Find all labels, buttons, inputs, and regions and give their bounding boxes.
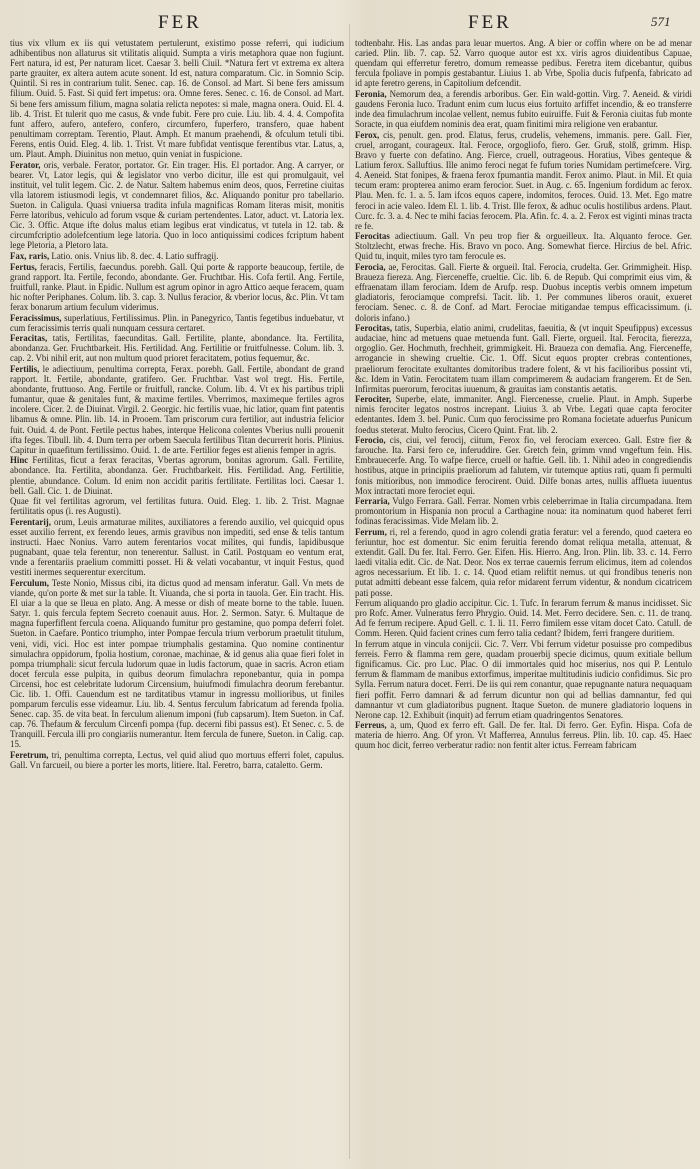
entry-headword: Ferocio, <box>355 435 386 446</box>
entry-text: Ferrum aliquando pro gladio accipitur. Cic. 1. Tufc. In ferarum ferrum & manus incidisset. Sic pro Rofc. Amer. Vulneratus ferro Phrygio. Ouid. 14. Met. Ferro decidere. Sen. c. 11. de tranq. Ad fe ferrum recipere. Apud Gell. c. 1. li. 11. Ferro fimilem esse vitam docet Cato. Catull. de Comm. Heren. Quid facient crines cum ferro talia cedant? Ibidem, ferri frangere duritiem. <box>355 598 692 639</box>
dictionary-entry <box>10 38 344 159</box>
dictionary-entry <box>10 496 344 516</box>
entry-text: todtenbahr. His. Las andas para leuar muertos. Ang. A bier or coffin where on be ad menar caried. Plin. lib. 7. cap. 52. Varro quoque autor est xx. viris agros diuidentibus Capuae, quendam qui efferretur feretro, domum remeasse pedibus. Feretra item dicebantur, quibus fercula fpoliave in pompis gestabantur. Liuius 1. ab Vrbe, Spolia ducis fufpenfa, fabricato ad id apte feretro gerens, in Capitolium defcendit. <box>355 38 692 89</box>
dictionary-entry <box>10 251 344 261</box>
entry-headword: Ferocitas <box>355 231 390 242</box>
entry-headword: Fertilis, <box>10 364 40 374</box>
dictionary-entry <box>10 517 344 578</box>
dictionary-entry <box>10 333 344 363</box>
entry-headword: Fax, raris, <box>10 250 50 261</box>
entry-headword: Feracitas, <box>10 333 48 344</box>
column-gutter <box>349 24 350 1159</box>
right-column <box>355 38 692 1160</box>
entry-text: tius vix vllum ex iis qui vetustatem pertulerunt, existimo posse referri, qui iudicium adhibentibus non allaturus sit vtilitatis aliquid. Sumpta a viris metaphora quae non fugiunt. Fert natura, id est, Per naturam licet. Caesar 3. belli Ciuil. *Natura fert vt extrema ex altera parte grauiter, ex altera autem acute sonent. Id est, natura comparatum. Cic. in Somnio Scip. Quintil. Si res in contrarium tulit. Senec. cap. 16. de Consol. ad Mart. Si bene fers amissum filium. Ouid. 5. Fast. Si quid fert impetus: ora. Omne feres. Senec. c. 16. de Consol. ad Mart. Si bene fers amissum filium, magna solatia relicta nepotes: si male, magna onera. Ouid. El. 4. lib. 4. Trist. Et tulerit quo me casus, & vnde fubit. Fere pro cuie. Liu. lib. 4. 4. 4. Compofita funt affero, aufero, antefero, confero, circumfero, fuperfero, transfero, quae habent penultimam correptam. Terentio, Plaut. Amph. Et manum praehendi, & ofculum tetuli tibi. Ferens, entis Ouid. Eleg. 4. lib. 1. Trist. Vt mare fubfidat ventisque ferentibus vtar. Latus, a, um. Plaut. Amph. Diuinitus non metuo, quin veniat in fuspicione. <box>10 38 344 160</box>
entry-text: ae, Ferocitas. Gall. Fierte & orgueil. Ital. Ferocia, crudelta. Ger. Grimmigheit. Hisp. Braueza fiereza. Ang. Fierceneffe, crueltie. Cic. lib. 6. de Repub. Qui comprimit eius vim, & effraenatam illam ferociam. Idem de Arufp. resp. Duobus inceptis verbis omnem impetum gladiatoris, ferociamque comprefsi. Tacit. lib. 1. Per communes liberos orauit, exueret ferociam. Senec. c. 8. de Conf. ad Mart. Ferociae mitigandae tempus efficacissimum. (i. doloris infano.) <box>355 262 692 323</box>
dictionary-entry <box>355 435 692 496</box>
entry-headword: Feronia, <box>355 88 387 99</box>
entry-text: tri, penultima correpta, Lectus, vel quid aliud quo mortuus efferri folet, capulus. Gall. Vn farcueil, ou biere a porter les morts, litiere. Ital. Feretro, barra, cataletto. Germ. <box>10 750 344 771</box>
entry-text: a, um, Quod ex ferro eft. Gall. De fer. Ital. Di ferro. Ger. Eyfin. Hispa. Cofa de materia de hierro. Ang. Of yron. Vt Mafferrea, Annulus ferreus. Plin. lib. 10. cap. 45. Haec quum hoc dicit, ferreo verberatur radio: non fentit alter ictus. Ferream fabricam <box>355 720 692 751</box>
entry-text: tatis, Superbia, elatio animi, crudelitas, faeuitia, & (vt inquit Speufippus) excessus audaciae, hinc ad metuens quae metuenda funt. Gall. Fierte, orgueil. Ital. Ferocita, fierezza, orgoglio. Ger. Hochmuth, frechheit, grimmigkeit. Hi. Braueza con demafia. Ang. Fierceneffe, arrogancie in shewing crueltie. Cic. 1. Off. Sicut equos propter crebras contentiones, praeliorum ferocitate exultantes domitoribus tradere folent, & vt his facilioribus possint vti, &c. Idem in Vatin. Ferocitatem tuam illam comprimerem & audaciam frangerem. Et de Sen. Infirmitas puerorum, ferocitas iuuenum, & grauitas iam constantis aetatis. <box>355 323 692 394</box>
entry-text: ri, rel a ferendo, quod in agro colendi gratia feratur: vel a ferendo, quod caetera eo feriuntur, hoc est domentur. Sic enim feruitia ferendo domat reliqua metalla, attenuat, & extendit. Gall. Du fer. Ital. Ferro. Ger. Eifen. His. Hierro. Ang. Iron. Plin. lib. 33. c. 14. Ferro laedi vitalia edit. Cic. de Nat. Deor. Nos ex terrae cauernis ferrum elicimus, item ad colendos agros necessarium. Et lib. 1. c. 14. Quod etiam reliftit nemus. ut qui frondibus teneris non putat admitti debeant esse falcem, quia refor midarent ferrum videntur, & nondum cicatricem pati posse. <box>355 527 692 598</box>
entry-headword: Ferentarij, <box>10 516 51 527</box>
dictionary-entry <box>355 496 692 526</box>
entry-headword: Fertus, <box>10 261 37 272</box>
dictionary-entry <box>355 89 692 129</box>
entry-text: orum, Leuis armaturae milites, auxiliatores a ferendo auxilio, vel quicquid opus esset auxilio ferrent, ex ferendo leues, armis gravibus non impediti, sed ense & telis tantum instructi. Haec Nonius. Varro autem ferentarios vocat milites, qui fundis, lapidibusque pugnabant, quae tela ferentur, non tenerentur. Sallust. in Catil. Postquam eo ventum erat, vnde a ferentariis praelium committi posset. Hi & velati vocabantur, vt inquit Festus, quod vestiti inermes sequerentur exercitum. <box>10 516 344 578</box>
entry-text: Nemorum dea, a ferendis arboribus. Ger. Ein wald-gottin. Virg. 7. Aeneid. & viridi gaudens Feronia luco. Tradunt enim cum lucus eius fortuito arfiffet incendio, & eo transferre inde dea fimulachrum incolae vellent, nemus fubito euiruiffe. Fuit & Feronia ciuitas fub monte Soracte, in qua eiufdem nominis dea erat, quam finitimi mira religione ven erabantur. <box>355 88 692 130</box>
dictionary-entry <box>10 750 344 770</box>
dictionary-entry <box>355 639 692 720</box>
header-right-word: FER <box>468 12 512 33</box>
entry-text: adiectiuum. Gall. Vn peu trop fier & orgueilleux. Ita. Alquanto feroce. Ger. Stoltzlecht, etwas freche. His. Bravo vn poco. Ang. Somewhat fierce. Hircius de bel. Afric. Quid tu, inquit, miles tyro tam ferocule es. <box>355 231 692 262</box>
entry-headword: Ferociter, <box>355 394 392 405</box>
dictionary-entry <box>10 262 344 312</box>
entry-text: oris, verbale. Ferator, portator. Gr. Ein trager. His. El portador. Ang. A carryer, or bearer. Vt, Lator legis, qui & legislator vno verbo dicitur, ille est qui promulgauit, vel instituit, vel tulit legem. Cic. 2. de Natur. Saltem habemus enim deos, quos, Ferretine ciuitas vlla latorem istiusmodi legis, vt condemnaret filios, &c. Aliquando ponitur pro tabellario. Sueton. in Caligula. Quasi vniuersa tradita infula magnificas Romam literas misit, monitis Ferre latoribus, vehiculo ad forum vsque & curiam pertendentes. Lator, aduct. vt. Latoria lex. Cic. 3. Offic. Atque ifte dolus malus etiam legibus erat vindicatus, vt tutela in 12. tab. & circumfcriptio adolefcentium lege latoria. Quo in loco antiquissimi codices fcriptum habent lege Pletoria, a Pletoro lata. <box>10 159 344 251</box>
entry-text: feracis, Fertilis, faecundus. porebh. Gall. Qui porte & rapporte beaucoup, fertile, de grand rapport. Ita. Fertile, fecondo, abondante. Ger. Fruchtbar. His. Cofa fertil. Ang. Fertile, fruitfull, ranke. Plaut. in Epidic. Nullum est agrum opinor in agro Attico aeque feracem, quam hic nofter Periphanes. Colum. lib. 3. cap. 3. Nullus feracior, & vberior locus, &c. Plin. Vt tam ferax bonarum artium feculum viderimus. <box>10 261 344 312</box>
dictionary-entry <box>355 527 692 598</box>
dictionary-entry <box>355 231 692 261</box>
entry-headword: Ferocitas, <box>355 323 393 334</box>
dictionary-entry <box>10 160 344 251</box>
entry-text: Teste Nonio, Missus cibi, ita dictus quod ad mensam inferatur. Gall. Vn mets de viande, qu'on porte & met sur la table. It. Viuanda, che si porta in tauola. Ger. Ein tracht. His. El uiar a la que se lleua en plato. Ang. A messe or dish of meate borne to the table. Iuuen. Satyr. 1. quis fercula feptem Secreto coenauit auus. Hor. 2. Sermon. Satyr. 6. Multaque de magna fuperfiflent fercula coena. Aliquando fumitur pro gestamine, quo pompa deferri folet. Sueton. in Caefare. Pontico triumpho, inter Pompae fercula trium verborum praetulit titulum, veni, vidi, vici. Hoc est inter pompae triumphalis gestamina. Quo nomine continentur simulachra oppidorum, fpolia hostium, coronae, machinae, & id genus alia quae fieri folet in pompa triumphali: sicut fercula ludorum quae in ludis factorum, quae in sacris. Acron etiam docet fercula esse pulpita, in quibus deorum fimulachra reponebantur, quia in pompa Circensi, hoc est celebritate ludorum Circensium, huiufmodi fimulachra deorum ferebantur. Cic. lib. 1. Offi. Cauendum est ne tarditatibus vtamur in ingressu mollioribus, ut finiles pomparum ferculis esse videamur. Liu. lib. 4. Sentus ferculum fabricatum ad ferenda fpolia. Senec. cap. 35. de vita beat. In ferculum alienum imponi (fub capsarum). Item Sueton. in Caf. cap. 76. Thefaum & ferculum Circenfi pompa (fup. decerni fibi passus est). Et Senec. c. 5. de Tranquill. Fercula illi pro congiariis numerantur. Item fercula de funere, Sueton. in Calig. cap. 15. <box>10 577 344 750</box>
entry-headword: Ferrum, <box>355 527 387 537</box>
entry-headword: Ferocia, <box>355 262 386 273</box>
dictionary-entry <box>355 130 692 231</box>
entry-headword: Ferator, <box>10 159 41 170</box>
dictionary-entry <box>355 262 692 323</box>
entry-headword: Hinc <box>10 455 29 466</box>
dictionary-entry <box>10 455 344 495</box>
entry-text: Superbe, elate, immaniter. Angl. Fiercenesse, cruelie. Plaut. in Amph. Superbe nimis ferociter legatos nostros increpant. Liuius 3. ab Vrbe. Legati quae capta ferociter edentantes. Idem 3. bel. Punic. Cum quo ferocissime pro Romana focietate aduerfus Punicum foedus steterat. Multo ferocius, Cicero Quint. Frat. lib. 2. <box>355 394 692 435</box>
entry-text: Latio. onis. Vnius lib. 8. dec. 4. Latio suffragij. <box>51 250 219 261</box>
header-left-word: FER <box>158 12 202 33</box>
dictionary-entry <box>10 313 344 333</box>
entry-headword: Ferculum, <box>10 577 50 588</box>
entry-text: Vulgo Ferrara. Gall. Ferrar. Nomen vrbis celeberrimae in Italia circumpadana. Item promontorium in Hispania non procul a Carthagine noua: ita nominatum quod haberet ferri fodinas feracissimas. Vide Melam lib. 2. <box>355 496 692 527</box>
entry-text: In ferrum atque in vincula conijcii. Cic. 7. Verr. Vbi ferrum videtur posuisse pro compedibus ferreis. Ferro & flamma rem gere, quadam prouerbij specie dicimus, quum exitiale bellum fignificamus. Cic. pro Luc. Plac. O dii immortales quid hoc miserius, nos qui P. Lentulo ferrum & flammam de manibus extorfimus, imperitae multitudinis iudicio confidimus. Sic pro Sylla. Ferrum natura docet. Ferri. De iis qui rem conantur, quae repugnante natura nequaquam fieri poffit. Ferro damnari & ad ferrum dicuntur non qui ad bellias damnantur, fed qui damnantur vt cum gladiatoribus pugnent. Itaque Sueton. de munere gladiatorio loquens in Nerone cap. 12. Exhibuit (inquit) ad ferrum etiam quadringentos Senatores. <box>355 639 692 720</box>
dictionary-entry <box>355 38 692 88</box>
entry-text: le adiectiuum, penultima correpta, Ferax. porebh. Gall. Fertile, abondant de grand rapport. It. Fertile, abondante, gratifero. Ger. Fruchtbar. Vast wol tregt. His. Fertile, abondante, fruttuoso. Ang. Fertile or fruitfull, rancke. Colum. lib. 4. Vt ex his partibus tripli fumantur, quae & genitales funt, & maxime fertiles. Vberrimos, maximeque fertiles agros incolere. Cicer. 2. de Diuinat. Virgil. 2. Georgic. hic fertilis vuae, hic latior, quam fint patentis libamus & omne. Plin. lib. 14. in Prooem. Tam priscorum cura fertilior, aut industria felicior fuit. Ouid. 4. de Pont. Fertile pectus habes, interque Helicona colentes Vberius nulli prouenit ifta feges. Tibull. lib. 4. Dum terra per orbem Saecula fertilibus Titan decurrerit horis. Plinius. Capitur in quaefitum fertilissimo. Ouid. 1. de arte. Fertilior feges est alienis femper in agris. <box>10 364 344 455</box>
entry-text: Fertilitas, ficut a ferax feracitas, Vbertas agrorum, bonitas agrorum. Gall. Fertilite, abondance. Ita. Fertilita, abondanza. Ger. Fruchtbarkeit. His. Fertilidad. Ang. Fertilitie, plentie, abundance. Colum. Id enim non accidit paritis fertilitate. Fertilitas loci. Caesar 1. bell. Gall. Cic. 1. de Diuinat. <box>10 455 344 496</box>
entry-text: cis, ciui, vel ferocij, ciitum, Ferox fio, vel ferociam exerceo. Gall. Estre fier & farouche. Ita. Farsi fero ce, inferuddire. Ger. Gretch fein, grimm vnnd vngeftum fein. His. Embrauecerfe. Ang. To wafpe fierce, cruell or haftie. Gell. lib. 1. Nihil adeo in congrediendis hostibus, atque in principiis praeliorum ad falutem, vir tutemque aptius rati, quam fi permulti fonis mitioribus, non immodice ferocirent. Ouid. Dilfe bonas artes, nullis afflueta iuuentus Mox intractati more ferociet equi. <box>355 435 692 496</box>
running-header <box>0 8 700 36</box>
entry-headword: Ferraria, <box>355 496 390 507</box>
entry-text: cis, penult. gen. prod. Elatus, ferus, crudelis, vehemens, immanis. pere. Gall. Fier, cruel, arrogant, courageux. Ital. Feroce, orgogliofo, fiero. Ger. Gruß, stolß, grimm. Hisp. Bravo y fuerte con defatino. Ang. Fierce, cruell, outrageous. Horatius, Vibes genteque & Latium ferox. Salluftius. Ille animo feroci negat fe fufum tories Numidam pertimefcere. Virg. 4. Aeneid. Stat fonipes, & fraena ferox fpumantia mandit. Ferox animo. Plaut. in Mil. Et quia tecum eram: propterea animo eram ferocior. Suet. in Aug. c. 65. Ingenium fordidum ac ferox. Plau. Men. fc. 1. a. 5. Iam ifcos equos capere, indomitos, feroces. Ouid. 13. Met. Ego matre feroci in acie valeo. Idem El. 1. lib. 4. Trist. Ille ferox, & adhuc oculis hostilibus ardens. Plaut. Curc. fc. 3. a. 4. Nec te mihi facias ferocem. Pla. Afin. fc. 4. a. 2. Ferox est viginti minas tracta re fe. <box>355 129 692 231</box>
entry-headword: Ferox, <box>355 129 380 140</box>
entry-headword: Feretrum, <box>10 750 49 761</box>
entry-headword: Ferreus, <box>355 720 387 731</box>
entry-headword: Feracissimus, <box>10 312 62 323</box>
entry-text: Quae fit vel fertilitas agrorum, vel fertilitas futura. Ouid. Eleg. 1. lib. 2. Trist. Magnae fertilitatis opus (i. res Augusti). <box>10 496 344 517</box>
dictionary-entry <box>355 323 692 394</box>
dictionary-entry <box>10 364 344 455</box>
entry-text: superlatiuus, Fertilissimus. Plin. in Panegyrico, Tantis fegetibus induebatur, vt cum feracissimis terris quali nunquam cessura certaret. <box>10 312 344 333</box>
entry-text: tatis, Fertilitas, faecunditas. Gall. Fertilite, plante, abondance. Ita. Fertilita, abondanza. Ger. Fruchtbarkeit. His. Fertilidad. Ang. Fertilitie or fruitfulnesse. Colum. lib. 3. cap. 2. Vbi nihil erit, aut non multum quod prioret feracitatem, potius fequemur, &c. <box>10 333 344 364</box>
dictionary-entry <box>10 578 344 750</box>
dictionary-entry <box>355 598 692 638</box>
dictionary-entry <box>355 394 692 434</box>
dictionary-entry <box>355 720 692 750</box>
page-number: 571 <box>651 14 671 29</box>
left-column <box>10 38 344 1160</box>
